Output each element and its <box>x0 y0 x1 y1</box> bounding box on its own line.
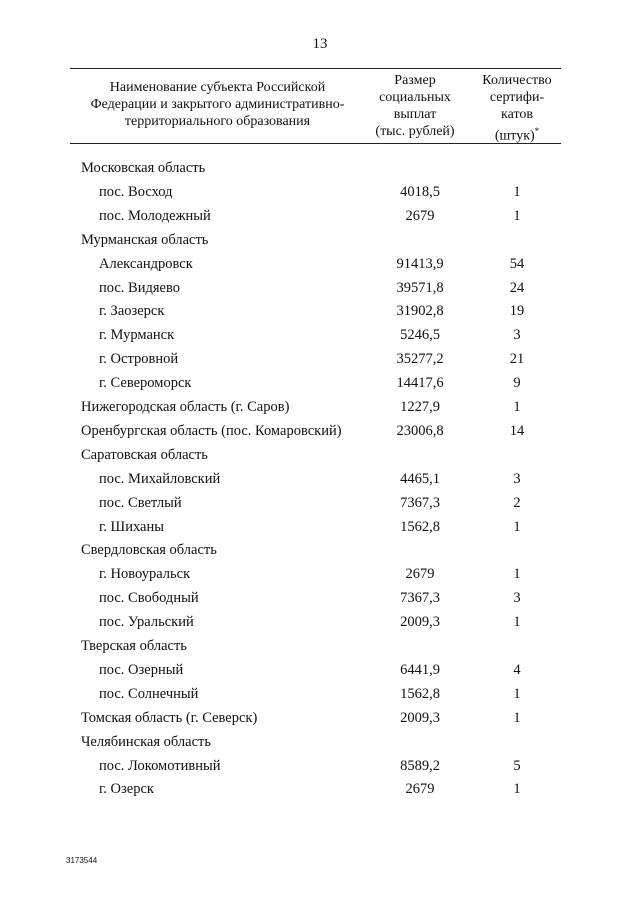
region-name: Свердловская область <box>81 542 217 559</box>
settlement-name: г. Новоуральск <box>99 566 191 583</box>
header-subject-name <box>75 79 360 130</box>
certificate-count-value: 3 <box>513 590 521 607</box>
table-row <box>0 586 640 610</box>
col2-line: Размер <box>394 73 436 88</box>
col2-line: выплат <box>393 107 437 122</box>
payment-value: 7367,3 <box>400 494 440 511</box>
table-row <box>0 156 640 180</box>
table-row <box>0 299 640 323</box>
region-name: Тверская область <box>81 638 187 654</box>
table-row <box>0 777 640 801</box>
settlement-name: пос. Видяево <box>99 279 180 296</box>
certificate-count-value: 3 <box>513 327 521 344</box>
table-row <box>0 538 640 562</box>
page-number: 13 <box>312 36 328 52</box>
table-row <box>0 515 640 539</box>
table-row <box>0 419 640 443</box>
settlement-name: пос. Михайловский <box>99 470 221 487</box>
table-row <box>0 323 640 347</box>
table-row <box>0 658 640 682</box>
certificate-count-value: 14 <box>509 422 525 439</box>
certificate-count-value: 1 <box>513 399 521 415</box>
payment-value: 5246,5 <box>400 327 440 344</box>
payment-value: 6441,9 <box>400 661 440 678</box>
certificate-count-value: 19 <box>509 303 525 320</box>
certificate-count-value: 1 <box>513 781 521 798</box>
settlement-name: пос. Локомотивный <box>99 757 221 774</box>
table-row <box>0 491 640 515</box>
table-row <box>0 347 640 371</box>
col1-line: Федерации и закрытого административно- <box>90 97 345 112</box>
col2-line: социальных <box>379 90 451 105</box>
payment-value: 1562,8 <box>400 518 440 535</box>
col3-line: сертифи- <box>489 90 545 105</box>
table-row <box>0 252 640 276</box>
certificate-count-value: 54 <box>509 255 525 272</box>
header-certificate-count <box>474 72 560 145</box>
col1-line: Наименование субъекта Российской <box>109 80 326 95</box>
payment-value: 4465,1 <box>400 470 440 487</box>
region-name: Саратовская область <box>81 446 208 463</box>
payment-value: 39571,8 <box>396 279 444 296</box>
header-payment-size <box>365 72 465 140</box>
col1-line: территориального образования <box>124 114 311 129</box>
certificate-count-value: 1 <box>513 566 521 583</box>
settlement-name: пос. Молодежный <box>99 207 211 224</box>
certificate-count-value: 9 <box>513 375 521 392</box>
certificate-count-value: 1 <box>513 685 521 702</box>
settlement-name: г. Озерск <box>99 781 154 798</box>
payment-value: 35277,2 <box>396 351 444 368</box>
certificate-count-value: 24 <box>509 279 525 296</box>
payment-value: 4018,5 <box>400 183 440 200</box>
settlement-name: г. Шиханы <box>99 518 164 535</box>
payment-value: 2009,3 <box>400 614 440 631</box>
table-row <box>0 467 640 491</box>
settlement-name: пос. Свободный <box>99 590 199 607</box>
table-row <box>0 730 640 754</box>
table-top-rule <box>70 68 561 69</box>
payment-value: 1562,8 <box>400 685 440 702</box>
table-row <box>0 443 640 467</box>
table-row <box>0 228 640 252</box>
table-row <box>0 204 640 228</box>
payment-value: 2679 <box>405 207 435 224</box>
table-row <box>0 562 640 586</box>
certificate-count-value: 1 <box>513 207 521 224</box>
payment-value: 7367,3 <box>400 590 440 607</box>
settlement-name: пос. Уральский <box>99 614 194 631</box>
certificate-count-value: 1 <box>513 183 521 200</box>
payment-value: 8589,2 <box>400 757 440 774</box>
table-row <box>0 634 640 658</box>
certificate-count-value: 1 <box>513 709 521 726</box>
settlement-name: Александровск <box>99 255 193 272</box>
certificate-count-value: 3 <box>513 470 521 487</box>
table-row <box>0 395 640 419</box>
region-name: Мурманская область <box>81 231 209 248</box>
region-name: Челябинская область <box>81 733 211 750</box>
col3-line: катов <box>501 107 533 122</box>
col3-line: (штук)* <box>494 126 540 144</box>
col2-line: (тыс. рублей) <box>375 124 455 139</box>
table-row <box>0 754 640 778</box>
payment-value: 2679 <box>405 566 435 583</box>
region-name: Оренбургская область (пос. Комаровский) <box>81 422 342 439</box>
payment-value: 91413,9 <box>396 255 444 272</box>
payment-value: 2679 <box>405 781 435 798</box>
payment-value: 1227,9 <box>400 399 440 415</box>
certificate-count-value: 21 <box>509 351 525 368</box>
certificate-count-value: 1 <box>513 614 521 631</box>
table-row <box>0 180 640 204</box>
region-name: Нижегородская область (г. Саров) <box>81 399 290 415</box>
settlement-name: пос. Солнечный <box>99 685 199 702</box>
certificate-count-value: 4 <box>513 661 521 678</box>
table-row <box>0 610 640 634</box>
settlement-name: г. Заозерск <box>99 303 165 320</box>
settlement-name: пос. Восход <box>99 183 173 200</box>
payment-value: 23006,8 <box>396 422 444 439</box>
certificate-count-value: 5 <box>513 757 521 774</box>
payment-value: 14417,6 <box>396 375 444 392</box>
settlement-name: г. Островной <box>99 351 179 368</box>
payment-value: 2009,3 <box>400 709 440 726</box>
document-code: 3173544 <box>66 856 98 865</box>
table-row <box>0 682 640 706</box>
payment-value: 31902,8 <box>396 303 444 320</box>
settlement-name: пос. Озерный <box>99 661 184 678</box>
settlement-name: пос. Светлый <box>99 494 182 511</box>
region-name: Томская область (г. Северск) <box>81 709 258 726</box>
table-row <box>0 371 640 395</box>
col3-line: Количество <box>482 73 552 88</box>
settlement-name: г. Североморск <box>99 375 192 392</box>
settlement-name: г. Мурманск <box>99 327 175 344</box>
region-name: Московская область <box>81 160 206 176</box>
header-bottom-rule <box>70 143 561 144</box>
certificate-count-value: 2 <box>513 494 521 511</box>
certificate-count-value: 1 <box>513 518 521 535</box>
table-row <box>0 706 640 730</box>
table-row <box>0 276 640 300</box>
